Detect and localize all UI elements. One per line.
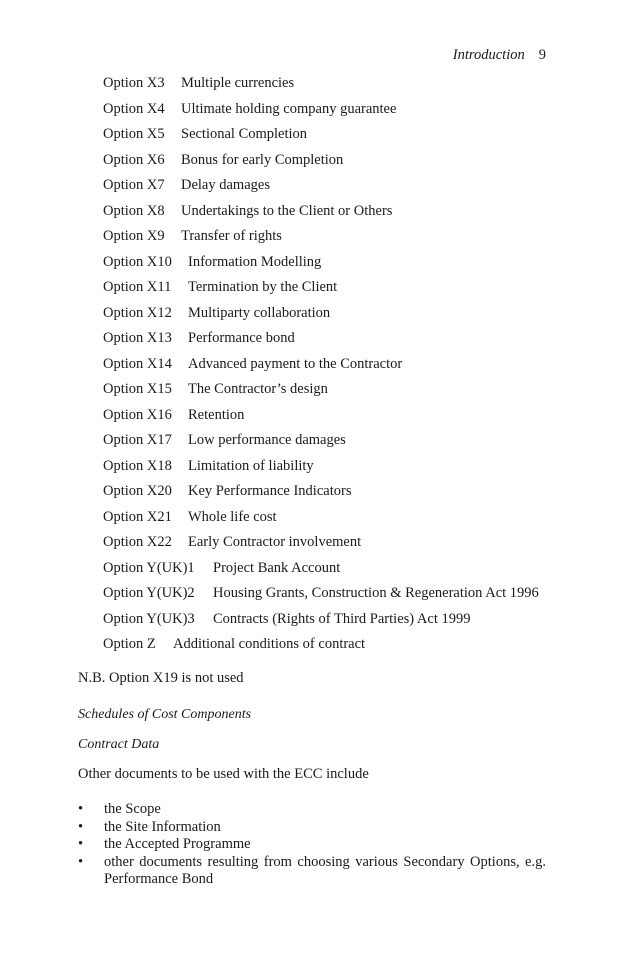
list-item: • the Site Information xyxy=(78,819,546,837)
option-title: Limitation of liability xyxy=(188,457,314,474)
option-title: Performance bond xyxy=(188,330,295,346)
option-row xyxy=(103,455,539,481)
option-row xyxy=(103,98,539,124)
option-code: Option X3 xyxy=(103,75,165,91)
option-code: Option X8 xyxy=(103,202,165,219)
option-title: Early Contractor involvement xyxy=(188,534,362,550)
option-row xyxy=(103,251,539,277)
option-code: Option X5 xyxy=(103,126,165,142)
option-title: Multiple currencies xyxy=(181,75,295,91)
option-code: Option Z xyxy=(103,636,156,652)
option-row xyxy=(103,200,539,226)
heading-contract-data: Contract Data xyxy=(78,737,160,752)
option-row xyxy=(103,429,539,455)
note-paragraph: N.B. Option X19 is not used xyxy=(78,670,244,686)
option-code: Option X16 xyxy=(103,406,172,423)
option-code: Option X9 xyxy=(103,228,165,244)
list-item: • the Accepted Programme xyxy=(78,836,546,854)
heading-schedules: Schedules of Cost Components xyxy=(78,707,252,722)
option-row xyxy=(103,506,539,532)
option-code: Option X21 xyxy=(103,508,172,525)
list-item: • other documents resulting from choosing various Secondary Options, e.g. Performance Bond xyxy=(78,854,546,889)
option-code: Option X13 xyxy=(103,330,172,346)
option-code: Option X6 xyxy=(103,151,165,168)
secondary-options-list xyxy=(103,72,539,659)
option-code: Option X11 xyxy=(103,279,172,295)
option-row xyxy=(103,149,539,175)
option-row xyxy=(103,633,539,659)
option-row xyxy=(103,480,539,506)
option-code: Option X15 xyxy=(103,381,172,397)
other-docs-intro: Other documents to be used with the ECC include xyxy=(78,766,369,782)
option-row xyxy=(103,582,539,608)
option-row xyxy=(103,174,539,200)
option-row xyxy=(103,353,539,379)
option-title: Project Bank Account xyxy=(213,559,341,576)
option-row xyxy=(103,123,539,149)
list-item: • the Scope xyxy=(78,801,546,819)
option-code: Option Y(UK)1 xyxy=(103,559,195,576)
option-title: Bonus for early Completion xyxy=(181,151,344,168)
option-row xyxy=(103,276,539,302)
option-title: Contracts (Rights of Third Parties) Act 1999 xyxy=(213,610,471,627)
option-row xyxy=(103,608,539,634)
other-documents-list xyxy=(78,801,546,889)
option-code: Option X18 xyxy=(103,457,172,474)
option-title: Delay damages xyxy=(181,177,270,193)
option-row xyxy=(103,327,539,353)
page-number: 9 xyxy=(538,47,546,63)
option-title: Undertakings to the Client or Others xyxy=(181,202,393,219)
option-row xyxy=(103,378,539,404)
option-title: Low performance damages xyxy=(188,432,346,448)
option-code: Option X14 xyxy=(103,355,172,372)
option-title: Sectional Completion xyxy=(181,126,308,142)
option-title: Advanced payment to the Contractor xyxy=(188,355,403,372)
running-header xyxy=(453,47,546,64)
option-title: Retention xyxy=(188,406,245,423)
option-code: Option X7 xyxy=(103,177,165,193)
option-code: Option X10 xyxy=(103,253,172,270)
option-code: Option X17 xyxy=(103,432,172,448)
option-row xyxy=(103,72,539,98)
option-title: Multiparty collaboration xyxy=(188,304,331,321)
option-code: Option X22 xyxy=(103,534,172,550)
option-title: Key Performance Indicators xyxy=(188,483,352,499)
option-row xyxy=(103,404,539,430)
option-row xyxy=(103,225,539,251)
option-code: Option X4 xyxy=(103,100,165,117)
option-code: Option X20 xyxy=(103,483,172,499)
option-title: Whole life cost xyxy=(188,508,277,525)
option-title: Ultimate holding company guarantee xyxy=(181,100,397,117)
option-row xyxy=(103,531,539,557)
option-title: The Contractor’s design xyxy=(188,381,328,397)
option-code: Option Y(UK)3 xyxy=(103,610,195,627)
option-title: Housing Grants, Construction & Regeneration Act 1996 xyxy=(213,585,539,601)
option-title: Information Modelling xyxy=(188,253,322,270)
option-title: Termination by the Client xyxy=(188,279,338,295)
option-row xyxy=(103,557,539,583)
option-title: Additional conditions of contract xyxy=(173,636,366,652)
option-code: Option Y(UK)2 xyxy=(103,585,195,601)
section-title: Introduction xyxy=(452,47,525,63)
option-row xyxy=(103,302,539,328)
option-code: Option X12 xyxy=(103,304,172,321)
option-title: Transfer of rights xyxy=(181,228,282,244)
